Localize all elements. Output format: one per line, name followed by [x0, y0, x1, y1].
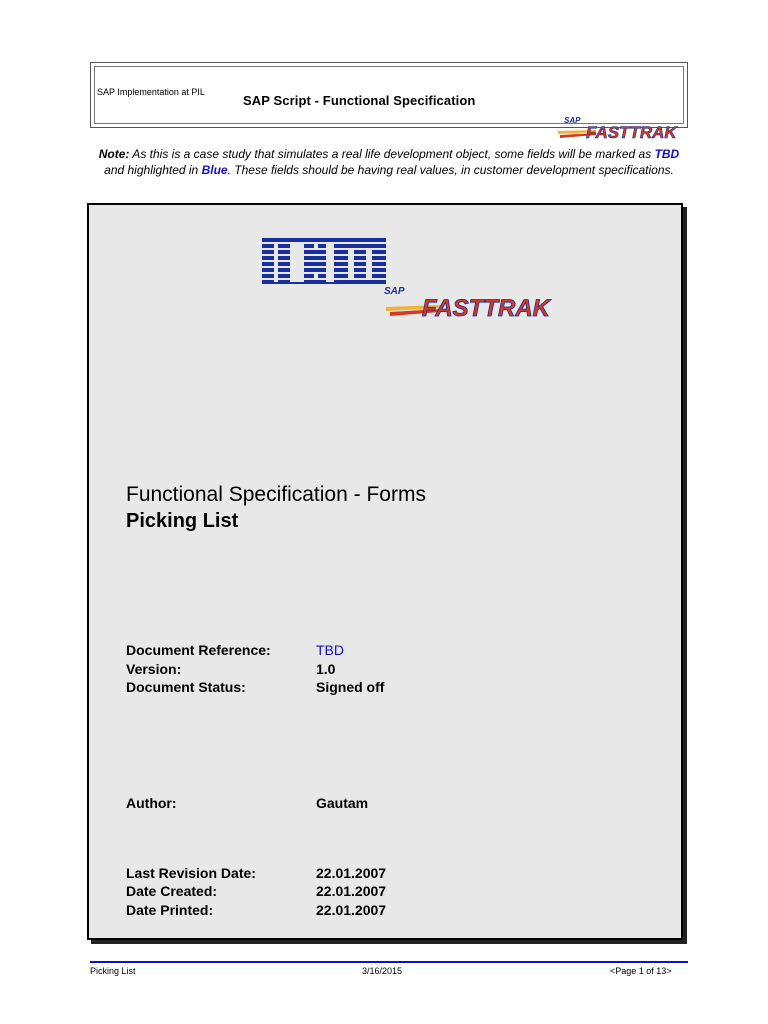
note-label: Note: [98, 147, 130, 161]
note-text-1: As this is a case study that simulates a real life development object, some fields will be marked as [129, 147, 655, 161]
header-title: SAP Script - Functional Specification [243, 93, 476, 108]
field-value-date-printed: 22.01.2007 [316, 902, 387, 918]
footer-date: 3/16/2015 [362, 966, 403, 976]
field-label-author: Author: [126, 795, 177, 811]
field-label-last-revision: Last Revision Date: [126, 865, 256, 881]
field-label-status: Document Status: [126, 679, 246, 695]
note-text-3: . These fields should be having real values, in customer development specifications. [227, 163, 674, 177]
field-value-date-created: 22.01.2007 [316, 883, 387, 899]
note-text-2: and highlighted in [104, 163, 202, 177]
field-value-author: Gautam [316, 795, 369, 811]
field-label-doc-ref: Document Reference: [126, 642, 271, 658]
field-value-status: Signed off [316, 679, 385, 695]
ibm-logo [262, 238, 386, 288]
field-value-version: 1.0 [316, 661, 336, 677]
header-organization: SAP Implementation at PIL [97, 87, 205, 97]
footer-document-name: Picking List [90, 966, 136, 976]
sap-text: SAP [384, 286, 405, 297]
note-tbd: TBD [654, 147, 680, 161]
fasttrak-text: FASTTRAK [586, 123, 677, 142]
field-value-last-revision: 22.01.2007 [316, 865, 387, 881]
sap-text: SAP [564, 116, 581, 125]
fasttrak-logo-small [556, 113, 678, 143]
footer-divider [90, 961, 688, 963]
fasttrak-logo-large [382, 283, 552, 323]
fasttrak-text: FASTTRAK [422, 295, 550, 322]
document-subtitle: Picking List [126, 510, 239, 532]
document-title: Functional Specification - Forms [126, 483, 426, 506]
field-label-version: Version: [126, 661, 182, 677]
case-study-note [90, 146, 688, 178]
note-blue: Blue [201, 163, 228, 177]
field-label-date-created: Date Created: [126, 883, 218, 899]
field-value-doc-ref: TBD [316, 642, 344, 658]
footer-page-number: <Page 1 of 13> [610, 966, 672, 976]
field-label-date-printed: Date Printed: [126, 902, 214, 918]
